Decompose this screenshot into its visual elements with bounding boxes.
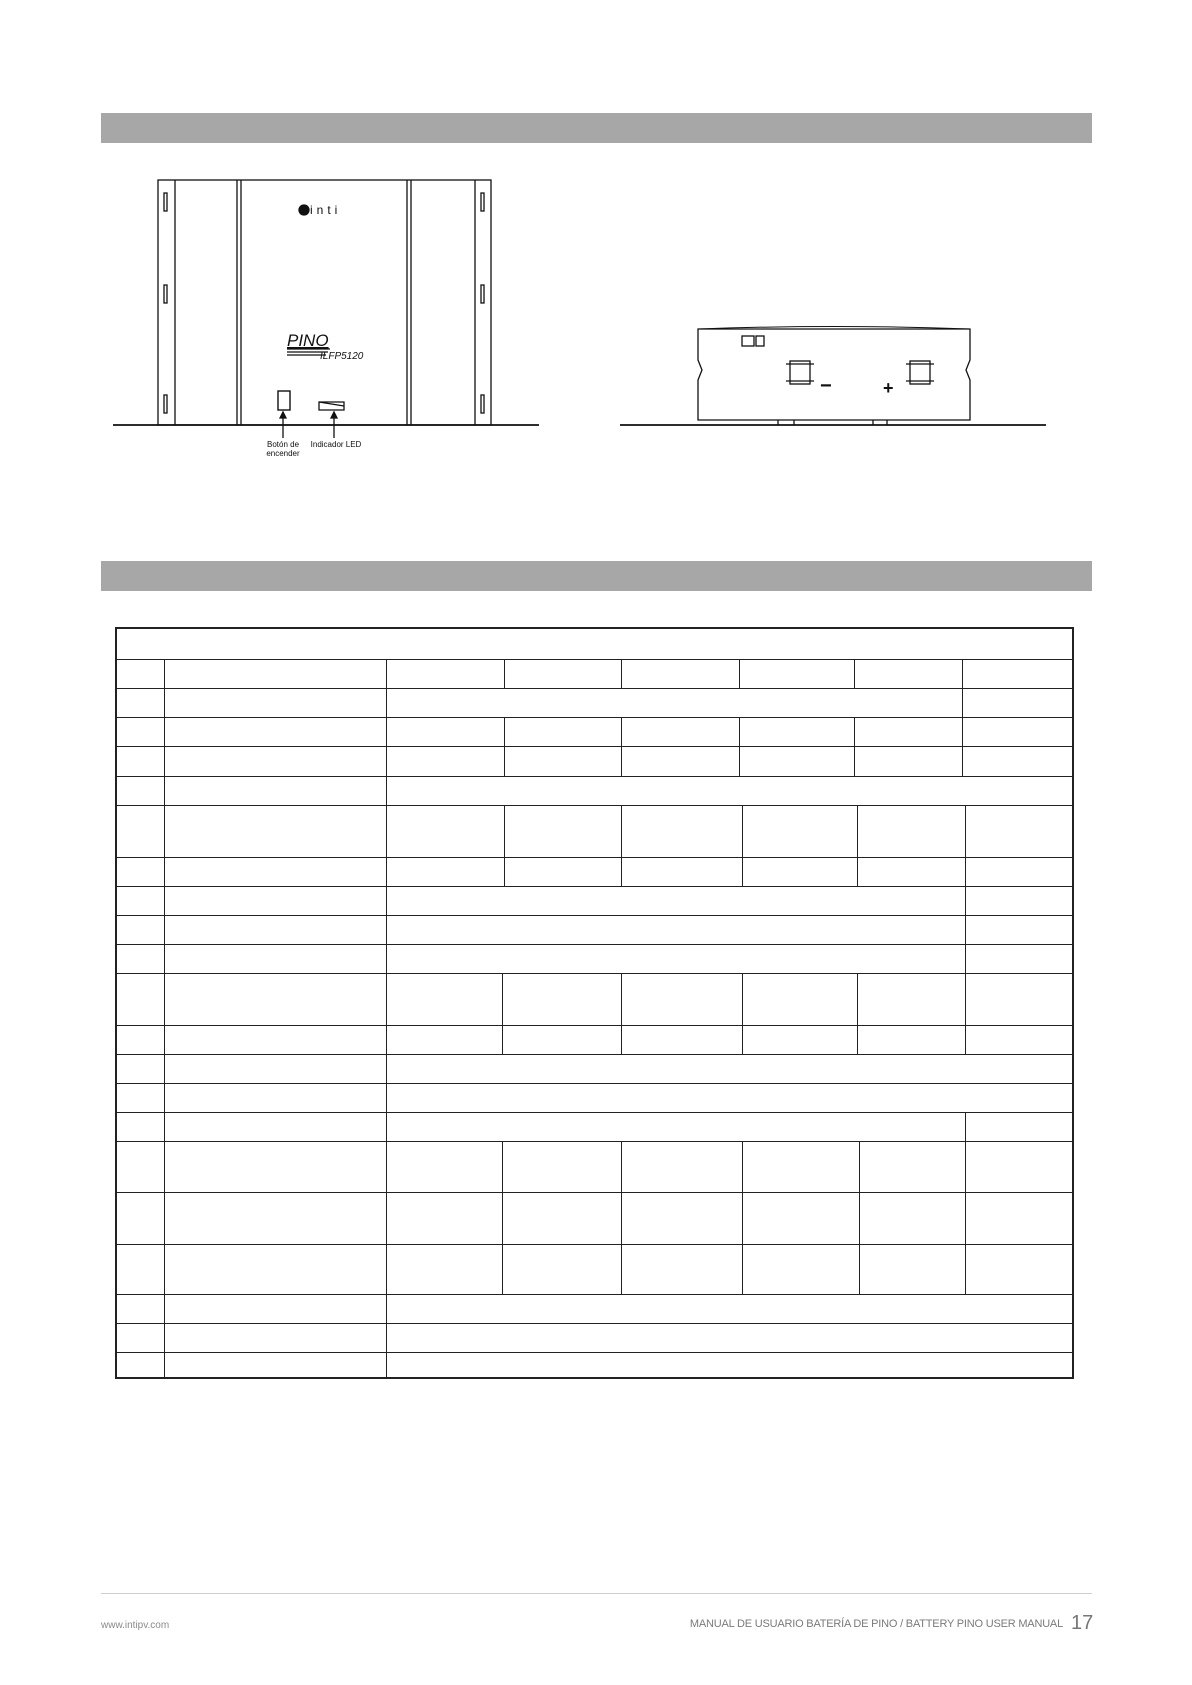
specification-table <box>115 627 1074 1379</box>
page-number: 17 <box>1071 1612 1094 1634</box>
positive-terminal-symbol: + <box>883 378 894 398</box>
power-button-caption: Botón de encender <box>266 440 300 458</box>
front-view-diagram <box>113 180 539 438</box>
footer-manual-title: MANUAL DE USUARIO BATERÍA DE PINO / BATTERY PINO USER MANUAL <box>689 1618 1063 1630</box>
footer-divider <box>101 1593 1092 1594</box>
brand-logo-text: inti <box>310 203 342 217</box>
negative-terminal-symbol: − <box>820 375 832 397</box>
model-name: PINO <box>287 331 329 350</box>
led-indicator-caption: Indicador LED <box>310 440 362 449</box>
side-view-diagram <box>620 327 1046 426</box>
model-code: ILFP5120 <box>320 351 364 362</box>
footer-website: www.intipv.com <box>101 1620 170 1631</box>
